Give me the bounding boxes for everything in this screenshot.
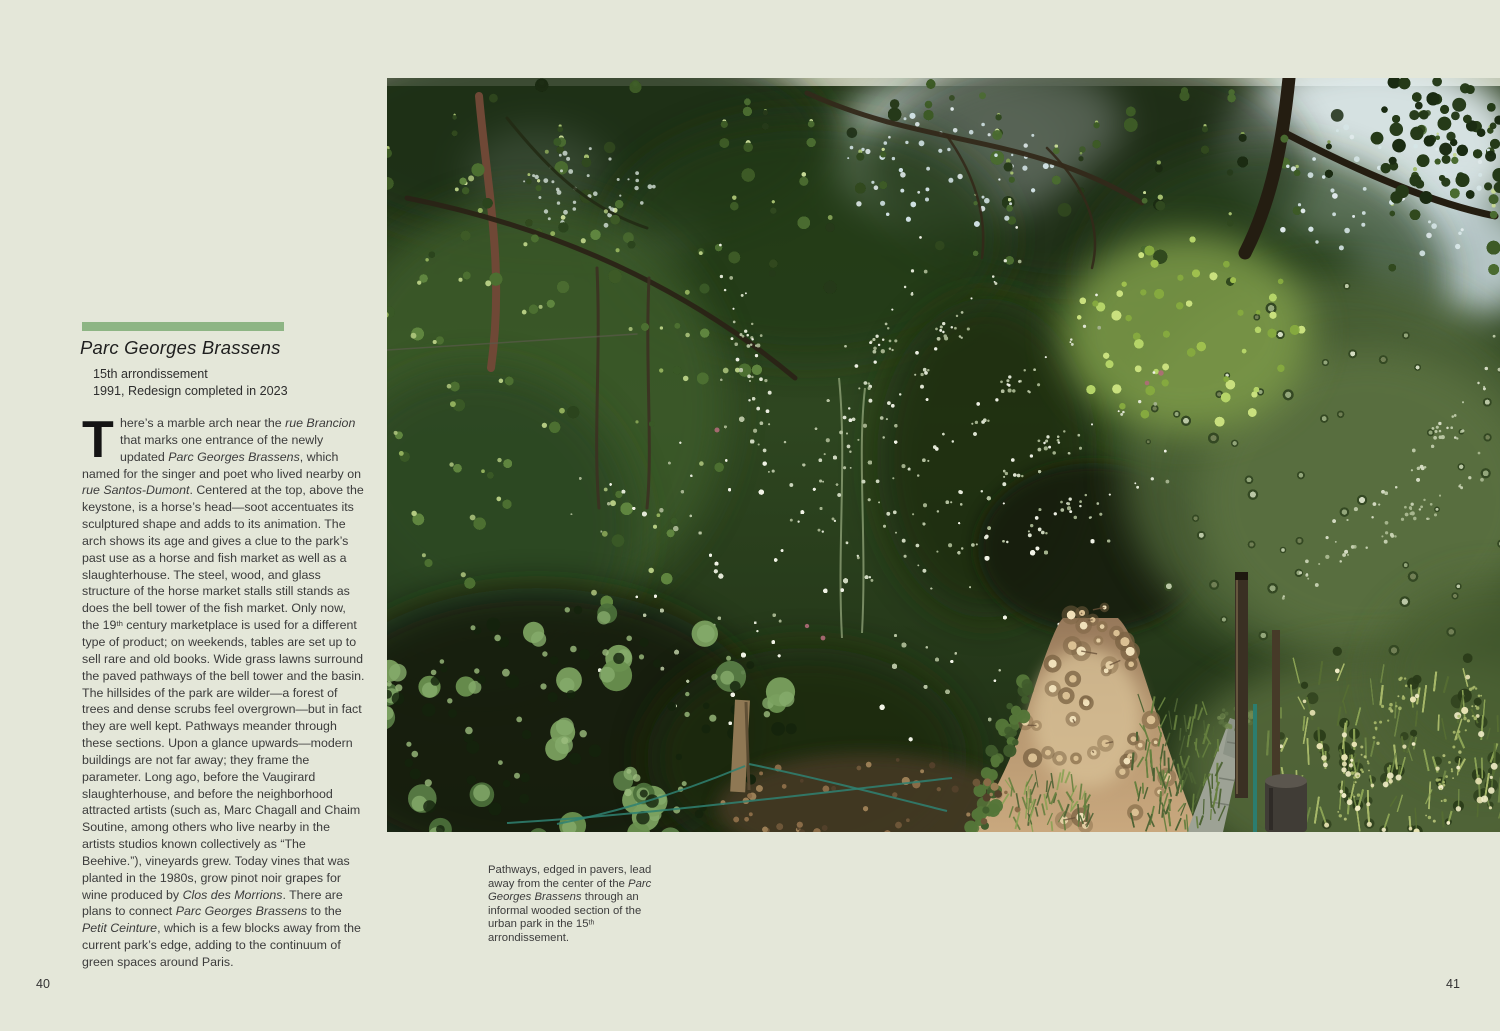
park-path-photo [387, 78, 1500, 832]
photo-caption: Pathways, edged in pavers, lead away from the center of the Parc Georges Brassens through an informal wooded section of the urban park in the 15th arrondissement. [488, 864, 652, 944]
article-subtitle [93, 366, 393, 400]
page-number-right: 41 [1446, 977, 1460, 991]
accent-bar [82, 322, 284, 331]
article-subtitle-line1: 15th arrondissement [93, 367, 208, 381]
article-body [82, 411, 366, 971]
article-paragraph [82, 411, 366, 971]
page-number-left: 40 [36, 977, 50, 991]
park-path-photo-svg [387, 78, 1500, 832]
article-subtitle-line2: 1991, Redesign completed in 2023 [93, 384, 288, 398]
drop-cap: T [82, 411, 114, 469]
article-body-text: here’s a marble arch near the rue Brancion that marks one entrance of the newly updated Parc Georges Brassens, which named for the singer and poet who lived nearby on rue Santos-Dumont. Centered at the top, above the keystone, is a horse’s head—soot accentuates its sculptured shape and adds to its animation. The arch shows its age and gives a clue to the park’s past use as a horse and fish market as well as a slaughterhouse. The steel, wood, and glass structure of the horse market stalls still stands as does the bell tower of the fish market. Only now, the 19th century marketplace is used for a different type of product; on weekends, tables are set up to sell rare and old books. Wide grass lawns surround the paved pathways of the bell tower and the basin. The hillsides of the park are wilder—a forest of trees and dense scrubs feel overgrown—but in fact they are well kept. Pathways meander through these sections. Upon a glance upwards—modern buildings are not far away; they frame the parameter. Long ago, before the Vaugirard slaughterhouse, and before the neighborhood attracted artists (such as, Marc Chagall and Chaim Soutine, among others who live nearby in the artists studios known collectively as “The Beehive.”), vineyards grew. Today vines that was planted in the 1980s, grow pinot noir grapes for wine produced by Clos des Morrions. There are plans to connect Parc Georges Brassens to the Petit Ceinture, which is a few blocks away from the current park’s edge, adding to the continuum of green spaces around Paris. [82, 416, 365, 969]
article-title: Parc Georges Brassens [80, 337, 281, 358]
